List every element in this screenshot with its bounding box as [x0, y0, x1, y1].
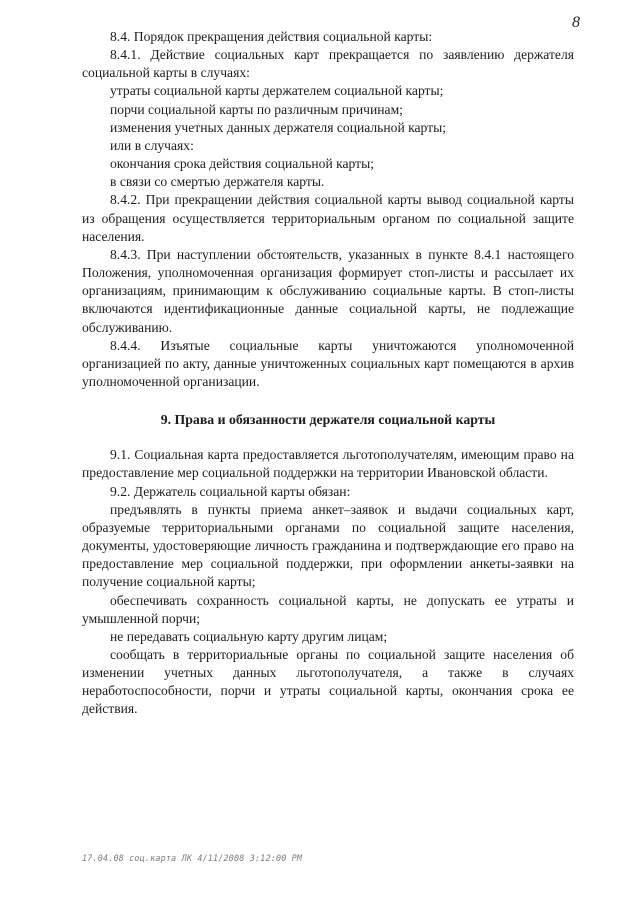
list-item: окончания срока действия социальной карты;: [110, 156, 375, 172]
list-item: в связи со смертью держателя карты.: [110, 174, 325, 190]
duty-item: сообщать в территориальные органы по социальной защите населения об изменении учетных данных льготополучателя, а также в случаях неработоспособности, порчи и утраты социальной карты, окончания срока ее действия.: [82, 647, 574, 717]
duty-item: не передавать социальную карту другим лицам;: [110, 628, 388, 644]
duty-item: предъявлять в пункты приема анкет–заявок и выдачи социальных карт, образуемые территориальными органами по социальной защите населения, документы, удостоверяющие личность гражданина и подтверждающие его право на предоставление мер социальной поддержки, при оформлении анкеты-заявки на получение социальной карты;: [82, 501, 574, 590]
paragraph-8-4-2: 8.4.2. При прекращении действия социальной карты вывод социальной карты из обращения осуществляется территориальным органом по социальной защите населения.: [82, 192, 574, 244]
list-item: изменения учетных данных держателя социальной карты;: [110, 119, 447, 135]
list-item: порчи социальной карты по различным причинам;: [110, 101, 403, 117]
document-body: [82, 28, 574, 719]
section-8-4-title: 8.4. Порядок прекращения действия социальной карты:: [110, 29, 433, 44]
list-item: утраты социальной карты держателем социальной карты;: [110, 83, 444, 99]
paragraph-9-1: 9.1. Социальная карта предоставляется льготополучателям, имеющим право на предоставление мер социальной поддержки на территории Ивановской области.: [82, 447, 574, 481]
paragraph-8-4-4: 8.4.4. Изъятые социальные карты уничтожаются уполномоченной организацией по акту, данные уничтоженных социальных карт помещаются в архив уполномоченной организации.: [82, 337, 574, 389]
section-9-heading: 9. Права и обязанности держателя социальной карты: [160, 412, 496, 428]
paragraph-8-4-1: 8.4.1. Действие социальных карт прекращается по заявлению держателя социальной карты в случаях:: [82, 47, 574, 81]
paragraph-8-4-3: 8.4.3. При наступлении обстоятельств, указанных в пункте 8.4.1 настоящего Положения, уполномоченная организация формирует стоп-листы и рассылает их организациям, принимающим к обслуживанию социальные карты. В стоп-листы включаются идентификационные данные социальной карты, не подлежащие обслуживанию.: [82, 246, 574, 335]
document-footer: 17.04.08 соц.карта ЛК 4/11/2008 3:12:00 PM: [82, 853, 303, 863]
page-number: 8: [572, 14, 580, 31]
duty-item: обеспечивать сохранность социальной карты, не допускать ее утраты и умышленной порчи;: [82, 592, 574, 626]
paragraph-9-2: 9.2. Держатель социальной карты обязан:: [110, 483, 351, 499]
or-cases-text: или в случаях:: [110, 137, 194, 153]
